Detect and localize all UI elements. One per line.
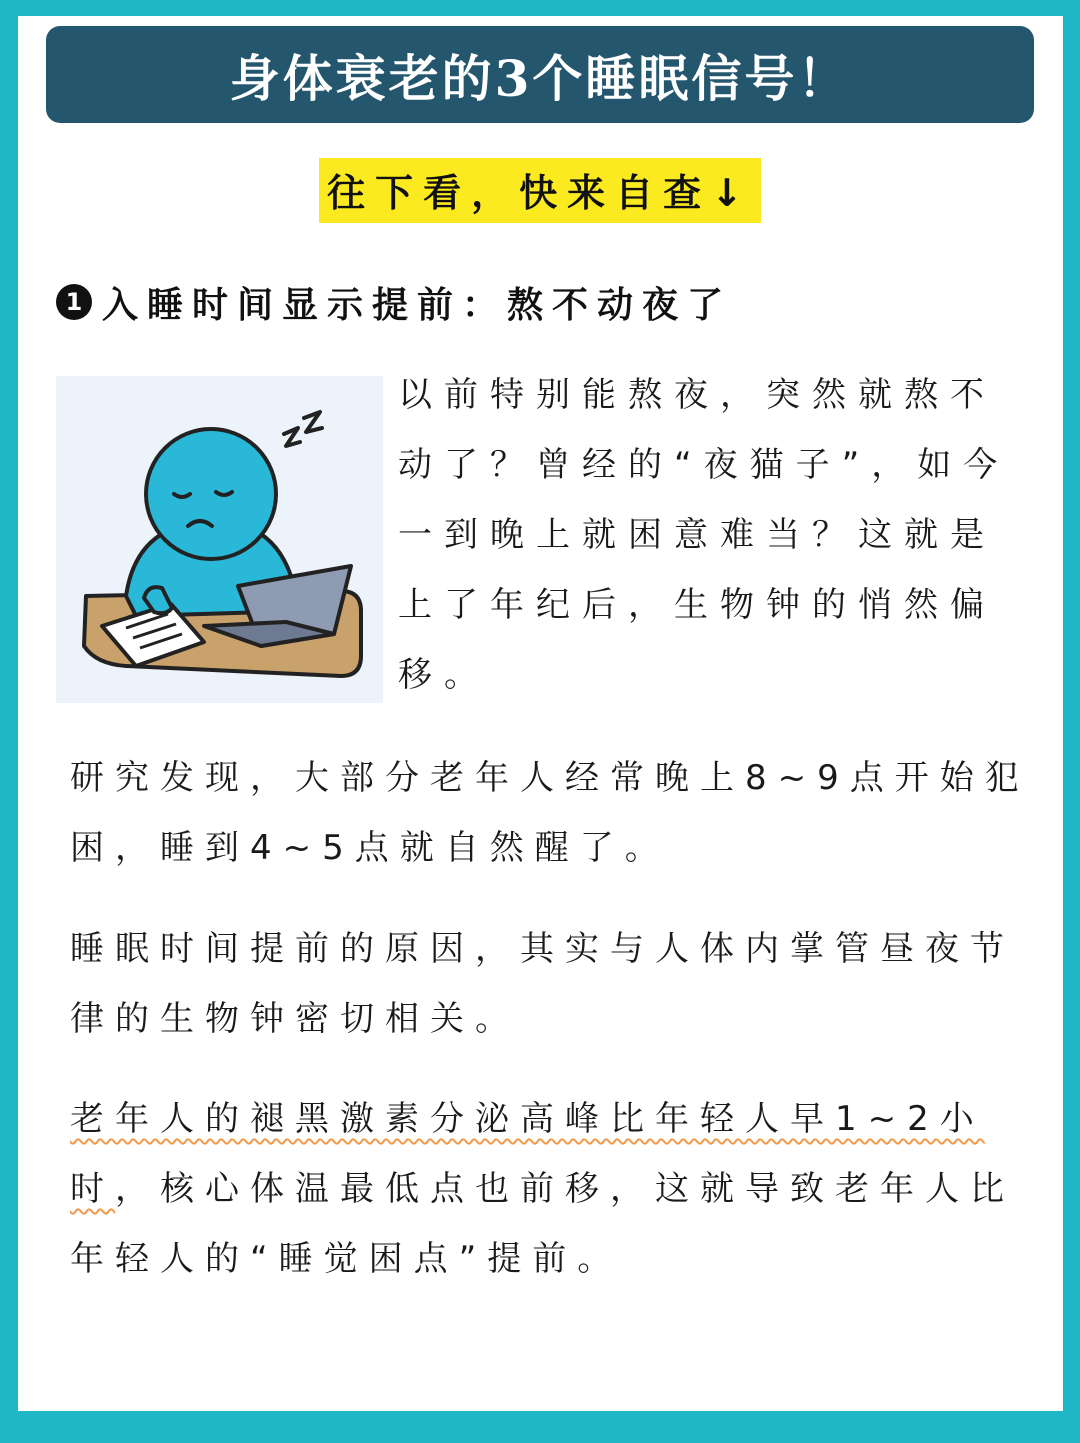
- title-banner: [46, 26, 1034, 123]
- sleepy-person-icon: [56, 376, 383, 703]
- subtitle-highlight: 往下看，快来自查↓: [319, 158, 761, 223]
- wavy-underlined-text: 老年人的褪黑激素分泌高峰比年轻人早1~2小时: [70, 1099, 985, 1209]
- subtitle-row: [0, 160, 1080, 220]
- sleepy-person-illustration: [56, 376, 383, 703]
- page-title: 身体衰老的3个睡眠信号！: [229, 48, 851, 108]
- cause-paragraph: 睡眠时间提前的原因，其实与人体内掌管昼夜节律的生物钟密切相关。: [70, 929, 1015, 1039]
- research-paragraph: 研究发现，大部分老年人经常晚上8~9点开始犯困，睡到4~5点就自然醒了。: [70, 758, 1030, 868]
- section-heading: [56, 276, 732, 328]
- section-heading-text: 入睡时间显示提前：熬不动夜了: [102, 284, 733, 326]
- section-number-badge: 1: [56, 284, 92, 320]
- intro-paragraph: 以前特别能熬夜，突然就熬不动了？曾经的“夜猫子”，如今一到晚上就困意难当？这就是上了年纪后，生物钟的悄然偏移。: [398, 375, 1010, 695]
- paragraph-continuation: ，核心体温最低点也前移，这就导致老年人比年轻人的“睡觉困点”提前。: [70, 1169, 1015, 1279]
- melatonin-paragraph: [70, 1084, 1030, 1294]
